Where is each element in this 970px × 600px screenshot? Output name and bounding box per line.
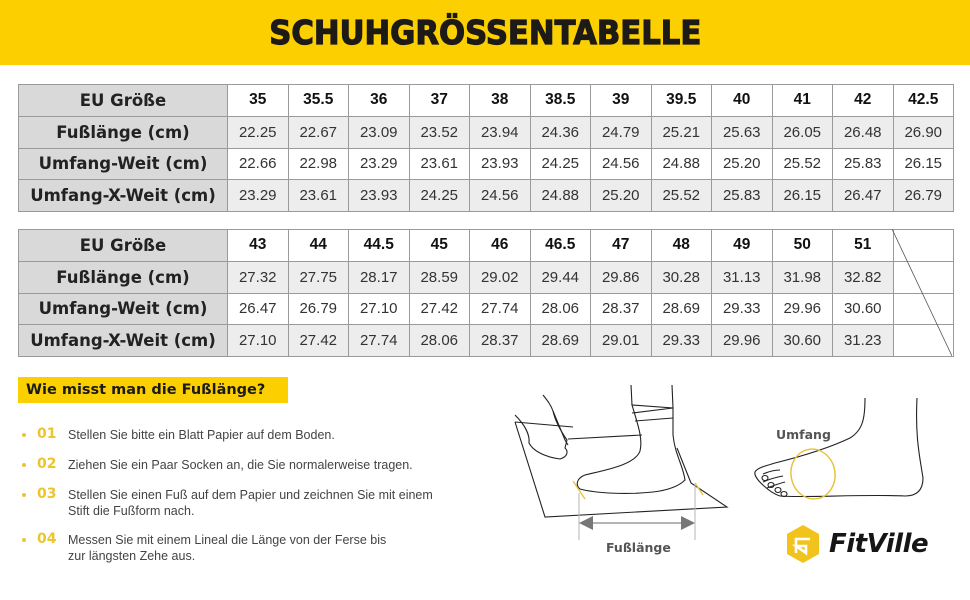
table-row <box>19 261 954 293</box>
bullet-icon <box>22 463 26 467</box>
measure-cell: 25.63 <box>712 116 773 148</box>
howto-heading: Wie misst man die Fußlänge? <box>18 377 288 403</box>
brand-logo <box>785 524 928 564</box>
measure-cell: 23.29 <box>228 180 289 212</box>
page-title: SCHUHGRÖSSENTABELLE <box>268 13 702 52</box>
row-label: EU Größe <box>19 230 228 262</box>
measure-cell: 28.06 <box>530 293 591 325</box>
measure-cell: 23.93 <box>349 180 410 212</box>
measure-cell: 26.15 <box>772 180 833 212</box>
bullet-icon <box>22 433 26 437</box>
measure-cell: 24.88 <box>651 148 712 180</box>
size-cell: 43 <box>228 230 289 262</box>
size-cell: 44.5 <box>349 230 410 262</box>
step-text: Messen Sie mit einem Lineal die Länge von der Ferse bis zur längsten Zehe aus. <box>68 533 387 563</box>
measure-cell: 24.36 <box>530 116 591 148</box>
measure-cell: 28.06 <box>409 325 470 357</box>
row-label: Umfang-X-Weit (cm) <box>19 325 228 357</box>
circumference-label: Umfang <box>776 427 831 442</box>
brand-name: FitVille <box>829 529 929 559</box>
measure-cell: 29.02 <box>470 261 531 293</box>
title-banner <box>0 0 970 65</box>
measure-cell: 27.74 <box>349 325 410 357</box>
measure-cell: 24.25 <box>409 180 470 212</box>
size-cell: 47 <box>591 230 652 262</box>
size-cell: 51 <box>833 230 894 262</box>
row-label: Umfang-Weit (cm) <box>19 293 228 325</box>
measure-cell: 23.29 <box>349 148 410 180</box>
size-cell: 35.5 <box>288 85 349 117</box>
size-cell: 45 <box>409 230 470 262</box>
step-number: 03 <box>37 486 57 502</box>
measure-cell: 26.05 <box>772 116 833 148</box>
step-text: Stellen Sie bitte ein Blatt Papier auf dem Boden. <box>68 428 335 442</box>
measure-cell: 27.75 <box>288 261 349 293</box>
measure-cell: 31.98 <box>772 261 833 293</box>
step-item <box>22 530 452 564</box>
measure-cell: 22.66 <box>228 148 289 180</box>
measure-cell: 23.09 <box>349 116 410 148</box>
table-row <box>19 293 954 325</box>
size-cell: 44 <box>288 230 349 262</box>
measure-cell: 24.56 <box>470 180 531 212</box>
measure-cell <box>893 293 954 325</box>
size-table-1 <box>18 84 954 212</box>
size-cell: 41 <box>772 85 833 117</box>
size-cell: 48 <box>651 230 712 262</box>
measure-cell: 29.86 <box>591 261 652 293</box>
measure-cell: 25.20 <box>591 180 652 212</box>
measure-cell: 24.88 <box>530 180 591 212</box>
measure-cell: 23.61 <box>288 180 349 212</box>
measure-cell: 29.96 <box>772 293 833 325</box>
measure-cell: 25.52 <box>651 180 712 212</box>
measure-cell: 27.10 <box>228 325 289 357</box>
measure-cell: 25.83 <box>833 148 894 180</box>
foot-length-illustration <box>505 385 745 565</box>
step-text: Ziehen Sie ein Paar Socken an, die Sie normalerweise tragen. <box>68 458 413 472</box>
step-text: Stellen Sie einen Fuß auf dem Papier und zeichnen Sie mit einem Stift die Fußform nach. <box>68 488 433 518</box>
measure-cell: 22.25 <box>228 116 289 148</box>
measure-cell: 27.74 <box>470 293 531 325</box>
table-row <box>19 325 954 357</box>
size-cell <box>893 230 954 262</box>
measure-cell: 23.52 <box>409 116 470 148</box>
table-header-row <box>19 85 954 117</box>
size-cell: 37 <box>409 85 470 117</box>
measure-cell: 28.59 <box>409 261 470 293</box>
measure-cell: 25.21 <box>651 116 712 148</box>
size-cell: 38.5 <box>530 85 591 117</box>
size-cell: 42.5 <box>893 85 954 117</box>
measure-cell: 31.13 <box>712 261 773 293</box>
size-cell: 35 <box>228 85 289 117</box>
size-cell: 39 <box>591 85 652 117</box>
measure-cell: 25.20 <box>712 148 773 180</box>
bullet-icon <box>22 538 26 542</box>
measure-cell: 32.82 <box>833 261 894 293</box>
measure-cell: 29.44 <box>530 261 591 293</box>
bullet-icon <box>22 493 26 497</box>
table-row <box>19 116 954 148</box>
step-item <box>22 455 452 474</box>
measure-cell: 30.28 <box>651 261 712 293</box>
row-label: Umfang-Weit (cm) <box>19 148 228 180</box>
measure-cell: 28.37 <box>591 293 652 325</box>
circumference-illustration <box>745 398 970 508</box>
measure-cell: 31.23 <box>833 325 894 357</box>
measure-cell: 23.61 <box>409 148 470 180</box>
size-cell: 50 <box>772 230 833 262</box>
size-cell: 49 <box>712 230 773 262</box>
measure-cell: 26.15 <box>893 148 954 180</box>
measure-cell: 24.79 <box>591 116 652 148</box>
measure-cell: 29.96 <box>712 325 773 357</box>
measure-cell: 29.33 <box>712 293 773 325</box>
measure-cell: 26.79 <box>288 293 349 325</box>
size-table-2 <box>18 229 954 357</box>
table-header-row <box>19 230 954 262</box>
measure-cell: 25.83 <box>712 180 773 212</box>
measure-cell: 29.33 <box>651 325 712 357</box>
measure-cell: 30.60 <box>772 325 833 357</box>
foot-length-label: Fußlänge <box>606 540 671 555</box>
step-number: 02 <box>37 456 57 472</box>
step-item <box>22 485 452 519</box>
fitville-cube-icon <box>785 524 821 564</box>
row-label: Umfang-X-Weit (cm) <box>19 180 228 212</box>
measure-cell: 23.93 <box>470 148 531 180</box>
measure-cell <box>893 261 954 293</box>
measure-cell: 26.47 <box>228 293 289 325</box>
measure-cell: 25.52 <box>772 148 833 180</box>
row-label: Fußlänge (cm) <box>19 116 228 148</box>
measure-cell: 27.42 <box>409 293 470 325</box>
measure-cell: 28.17 <box>349 261 410 293</box>
measure-cell: 27.42 <box>288 325 349 357</box>
measure-cell: 24.25 <box>530 148 591 180</box>
measure-cell: 27.32 <box>228 261 289 293</box>
table-row <box>19 148 954 180</box>
size-cell: 36 <box>349 85 410 117</box>
measure-cell: 28.69 <box>530 325 591 357</box>
size-cell: 46.5 <box>530 230 591 262</box>
step-number: 04 <box>37 531 57 547</box>
size-cell: 39.5 <box>651 85 712 117</box>
measure-cell: 22.98 <box>288 148 349 180</box>
row-label: EU Größe <box>19 85 228 117</box>
measure-cell: 22.67 <box>288 116 349 148</box>
measure-cell <box>893 325 954 357</box>
table-row <box>19 180 954 212</box>
measure-cell: 30.60 <box>833 293 894 325</box>
measure-cell: 24.56 <box>591 148 652 180</box>
measure-cell: 27.10 <box>349 293 410 325</box>
measure-cell: 26.90 <box>893 116 954 148</box>
measure-cell: 26.47 <box>833 180 894 212</box>
measure-cell: 23.94 <box>470 116 531 148</box>
measure-cell: 26.48 <box>833 116 894 148</box>
size-cell: 42 <box>833 85 894 117</box>
step-number: 01 <box>37 426 57 442</box>
size-cell: 38 <box>470 85 531 117</box>
measure-cell: 29.01 <box>591 325 652 357</box>
size-cell: 46 <box>470 230 531 262</box>
step-item <box>22 425 452 444</box>
row-label: Fußlänge (cm) <box>19 261 228 293</box>
measure-cell: 26.79 <box>893 180 954 212</box>
measure-cell: 28.69 <box>651 293 712 325</box>
howto-steps <box>22 425 452 575</box>
measure-cell: 28.37 <box>470 325 531 357</box>
size-cell: 40 <box>712 85 773 117</box>
